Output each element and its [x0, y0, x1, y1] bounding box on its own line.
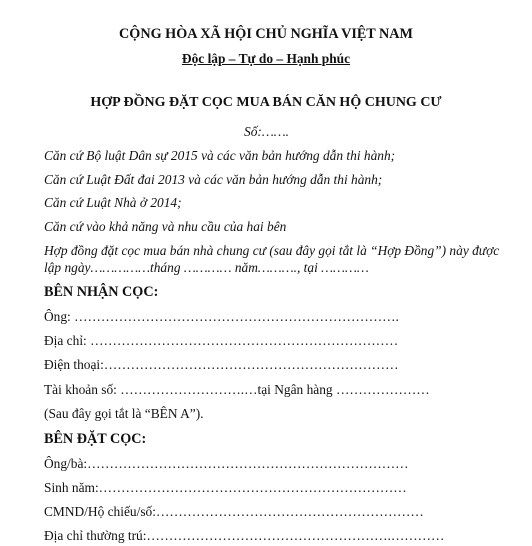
party-b-name-field: Ông/bà:………………………………………………………………: [44, 456, 409, 471]
legal-basis-land-law: Căn cứ Luật Đất đai 2013 và các văn bản hướng dẫn thi hành;: [44, 172, 383, 187]
party-b-heading: BÊN ĐẶT CỌC:: [44, 431, 147, 447]
legal-basis-housing-law: Căn cứ Luật Nhà ở 2014;: [44, 195, 182, 210]
country-name: CỘNG HÒA XÃ HỘI CHỦ NGHĨA VIỆT NAM: [119, 26, 413, 42]
party-a-name-field: Ông: ……………………………………………………………….: [44, 309, 399, 324]
party-a-phone-field: Điện thoại:…………………………………………………………: [44, 357, 399, 372]
party-b-birth-year-field: Sinh năm:……………………………………………………………: [44, 480, 407, 495]
contract-title: HỢP ĐỒNG ĐẶT CỌC MUA BÁN CĂN HỘ CHUNG CƯ: [90, 95, 442, 110]
party-a-heading: BÊN NHẬN CỌC:: [44, 284, 159, 300]
party-b-permanent-address-field: Địa chỉ thường trú:……………………………………………….…………: [44, 528, 445, 543]
contract-intro-line-2: lập ngày……………tháng ………… năm………., tại …………: [44, 260, 369, 275]
national-motto: Độc lập – Tự do – Hạnh phúc: [181, 51, 351, 66]
legal-basis-mutual-need: Căn cứ vào khả năng và nhu cầu của hai bên: [44, 219, 287, 234]
legal-basis-civil-code: Căn cứ Bộ luật Dân sự 2015 và các văn bản hướng dẫn thi hành;: [44, 148, 396, 163]
contract-number: Số:…….: [244, 124, 290, 139]
party-a-address-field: Địa chỉ: ……………………………………………………………: [44, 333, 399, 348]
party-b-id-passport-field: CMND/Hộ chiếu/số:……………………………………………………: [44, 504, 424, 519]
party-a-alias: (Sau đây gọi tắt là “BÊN A”).: [44, 406, 204, 421]
contract-intro-line-1: Hợp đồng đặt cọc mua bán nhà chung cư (sau đây gọi tắt là “Hợp Đồng”) này được: [44, 243, 500, 258]
party-a-bank-account-field: Tài khoản số: ……………………….…tại Ngân hàng …………………: [44, 382, 430, 397]
